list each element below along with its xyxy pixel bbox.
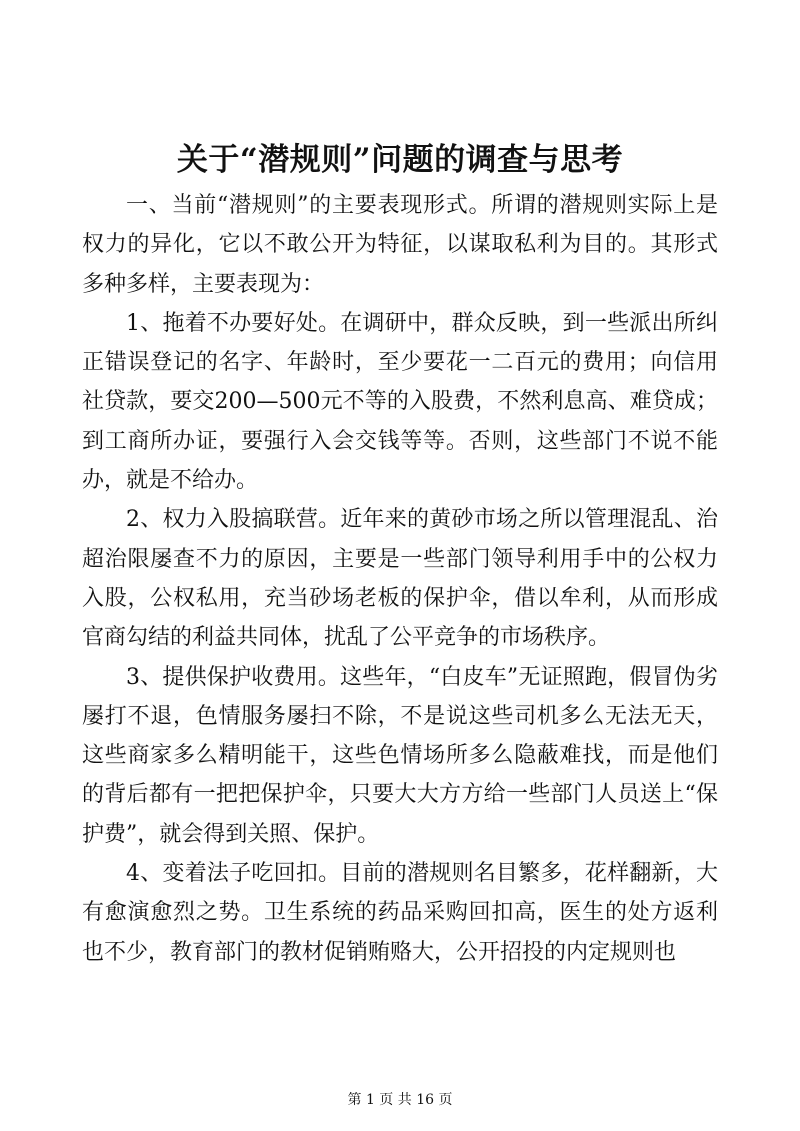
paragraph-item-1: 1、拖着不办要好处。在调研中，群众反映，到一些派出所纠正错误登记的名字、年龄时，至少要花一二百元的费用；向信用社贷款，要交200—500元不等的入股费，不然利息高、难贷成；到工商所办证，要强行入会交钱等等。否则，这些部门不说不能办，就是不给办。 (82, 310, 718, 494)
paragraph-intro: 一、当前“潜规则”的主要表现形式。所谓的潜规则实际上是权力的异化，它以不敢公开为特征，以谋取私利为目的。其形式多种多样，主要表现为： (82, 193, 718, 297)
paragraph-item-3: 3、提供保护收费用。这些年，“白皮车”无证照跑，假冒伪劣屡打不退，色情服务屡扫不除，不是说这些司机多么无法无天，这些商家多么精明能干，这些色情场所多么隐蔽难找，而是他们的背后都有一把把保护伞，只要大大方方给一些部门人员送上“保护费”，就会得到关照、保护。 (82, 664, 718, 847)
page-number-footer: 第 1 页 共 16 页 (347, 1092, 453, 1108)
paragraph-item-2: 2、权力入股搞联营。近年来的黄砂市场之所以管理混乱、治超治限屡查不力的原因，主要是一些部门领导利用手中的公权力入股，公权私用，充当砂场老板的保护伞，借以牟利，从而形成官商勾结的利益共同体，扰乱了公平竞争的市场秩序。 (82, 507, 718, 651)
paragraph-item-4: 4、变着法子吃回扣。目前的潜规则名目繁多，花样翻新，大有愈演愈烈之势。卫生系统的药品采购回扣高，医生的处方返利也不少，教育部门的教材促销贿赂大，公开招投的内定规则也 (82, 861, 718, 965)
document-body (82, 186, 718, 972)
document-title: 关于“潜规则”问题的调查与思考 (176, 142, 624, 178)
